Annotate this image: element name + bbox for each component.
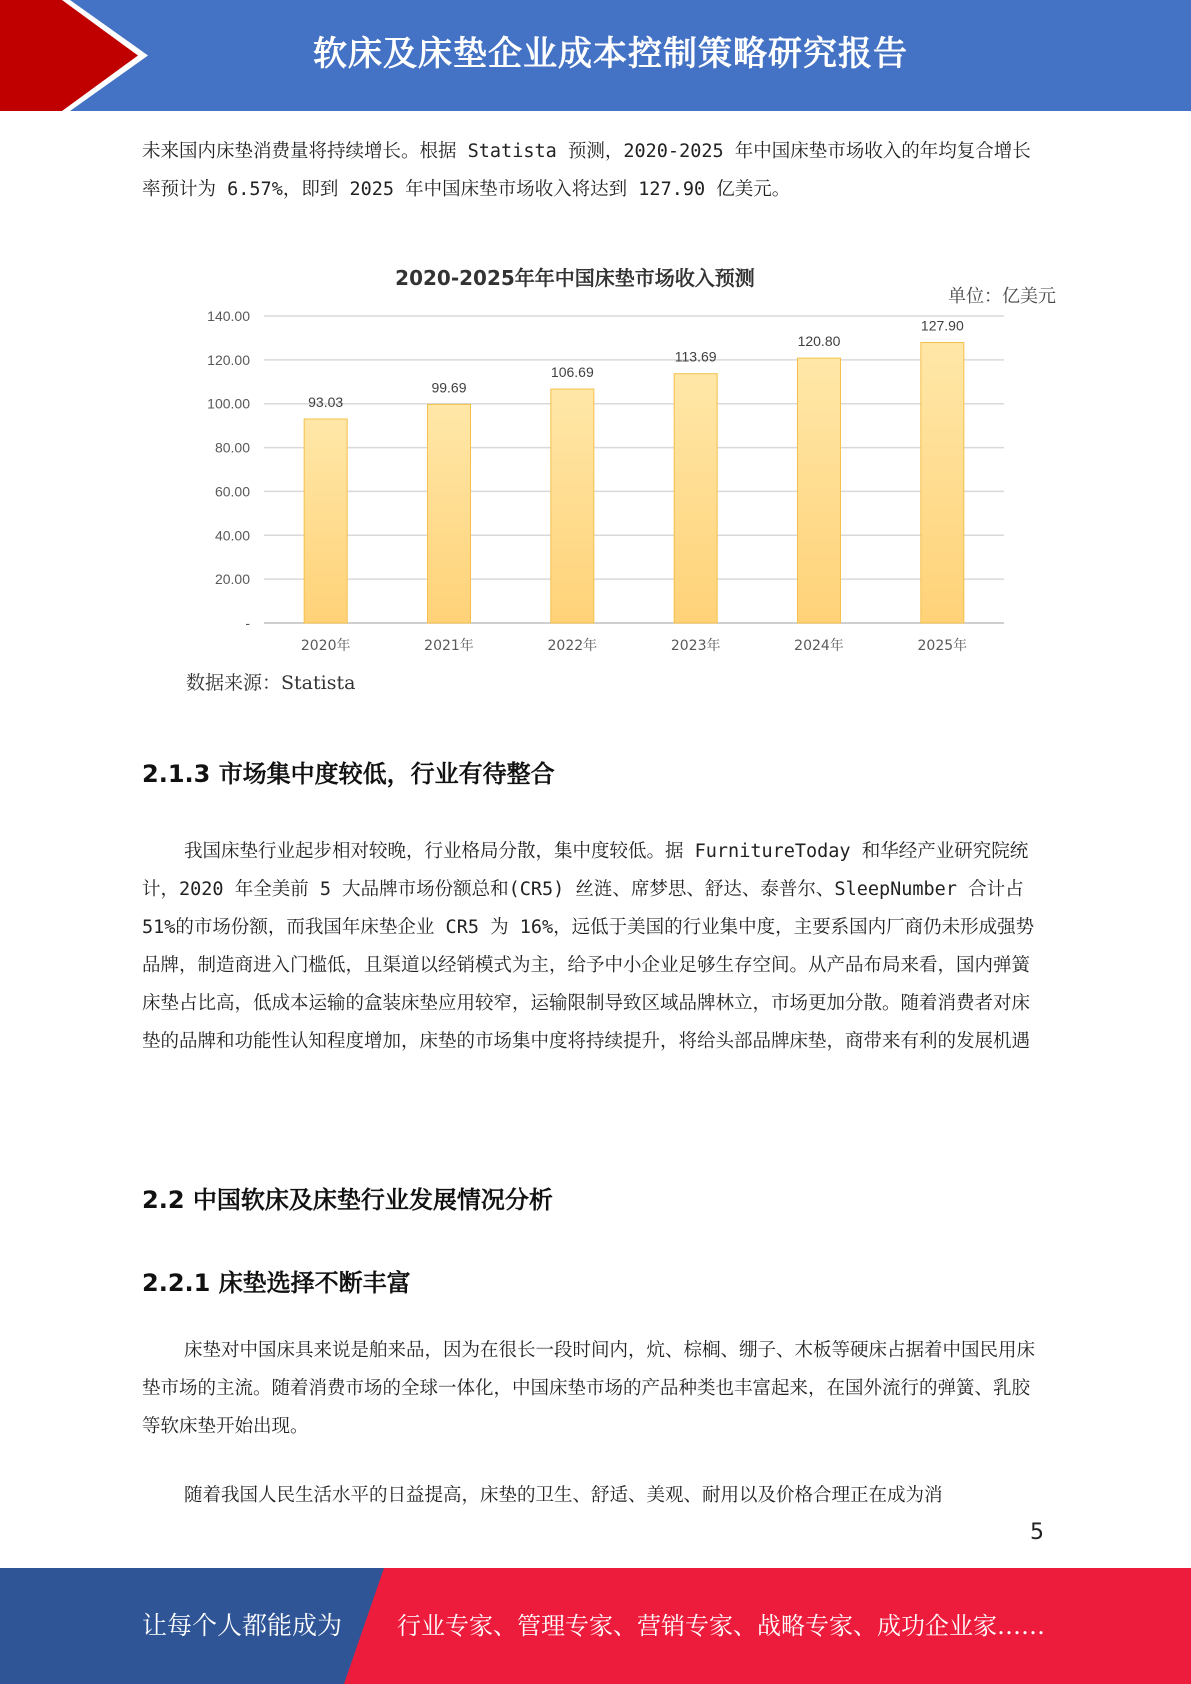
bar [798,358,841,623]
footer-slogan-left: 让每个人都能成为 [142,1611,343,1640]
bar [921,343,964,623]
x-tick-label: 2022年 [547,638,598,654]
section-2-2-1-paragraph-2: 随着我国人民生活水平的日益提高，床垫的卫生、舒适、美观、耐用以及价格合理正在成为消 [184,1485,943,1506]
chart-unit-label: 单位：亿美元 [948,286,1056,307]
intro-paragraph: 未来国内床垫消费量将持续增长。根据 Statista 预测，2020-2025 年中国床垫市场收入的年均复合增长率预计为 6.57%，即到 2025 年中国床垫市场收入将达到 127.90 亿美元。 [142,141,1031,200]
y-tick-label: 20.00 [214,571,250,588]
chart-plot [170,250,1100,660]
x-tick-label: 2025年 [917,638,968,654]
x-tick-label: 2020年 [300,638,351,654]
bar [551,389,594,623]
bar-value-label: 113.69 [674,348,717,365]
y-tick-label: 40.00 [214,527,250,544]
section-heading-2-2-1: 2.2.1 床垫选择不断丰富 [142,1269,411,1297]
y-tick-label: 80.00 [214,439,250,456]
bar [428,404,471,623]
section-2-1-3-paragraph: 我国床垫行业起步相对较晚，行业格局分散，集中度较低。据 FurnitureToday 和华经产业研究院统计，2020 年全美前 5 大品牌市场份额总和(CR5) 丝涟、席梦思、舒达、泰普尔、SleepNumber 合计占 51%的市场份额，而我国年床垫企业 CR5 为 16%，远低于美国的行业集中度，主要系国内厂商仍未形成强势品牌，制造商进入门槛低，且渠道以经销模式为主，给予中小企业足够生存空间。从产品布局来看，国内弹簧床垫占比高，低成本运输的盒装床垫应用较窄，运输限制导致区域品牌林立，市场更加分散。随着消费者对床垫的品牌和功能性认知程度增加，床垫的市场集中度将持续提升，将给头部品牌床垫，商带来有利的发展机遇 [142,841,1035,1052]
y-tick-label: 140.00 [207,308,250,324]
bar-value-label: 120.80 [797,333,841,350]
x-tick-label: 2021年 [424,638,474,654]
bar [304,419,347,623]
bar-value-label: 106.69 [550,364,594,381]
x-tick-label: 2024年 [794,638,844,654]
chart-title: 2020-2025年年中国床垫市场收入预测 [395,266,755,290]
footer-slogan-right: 行业专家、管理专家、营销专家、战略专家、成功企业家…… [397,1612,1045,1640]
section-2-2-1-paragraph-1: 床垫对中国床具来说是舶来品，因为在很长一段时间内，炕、棕榈、绷子、木板等硬床占据着中国民用床垫市场的主流。随着消费市场的全球一体化，中国床垫市场的产品种类也丰富起来，在国外流行的弹簧、乳胶等软床垫开始出现。 [142,1340,1036,1437]
y-tick-label: 60.00 [214,483,250,500]
chart-source: 数据来源：Statista [186,672,356,694]
page-number: 5 [1030,1520,1044,1545]
page-header [0,0,1191,111]
bar-value-label: 93.03 [308,393,344,410]
bar-value-label: 99.69 [431,379,467,396]
y-tick-label: 100.00 [207,395,250,412]
report-title: 软床及床垫企业成本控制策略研究报告 [313,34,908,74]
x-tick-label: 2023年 [670,638,721,654]
y-tick-label: 120.00 [207,351,250,368]
section-heading-2-2: 2.2 中国软床及床垫行业发展情况分析 [142,1186,553,1214]
section-heading-2-1-3: 2.1.3 市场集中度较低，行业有待整合 [142,760,555,788]
y-tick-label: - [245,615,250,631]
bar-value-label: 127.90 [920,317,964,334]
revenue-forecast-chart [170,250,1100,710]
page-footer [0,1568,1191,1684]
bar [674,374,717,623]
